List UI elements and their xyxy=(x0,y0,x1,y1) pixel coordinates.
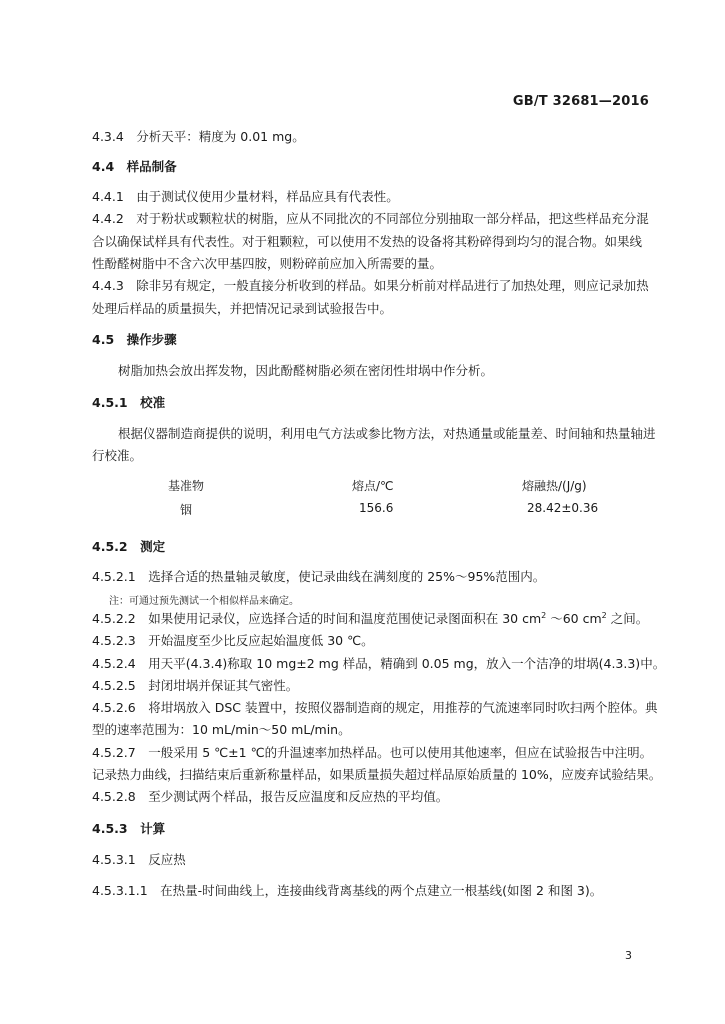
section-4-5-intro: 树脂加热会放出挥发物，因此酚醛树脂必须在密闭性坩埚中作分析。 xyxy=(118,363,494,378)
clause-4-4-2-line3: 性酚醛树脂中不含六次甲基四胺，则粉碎前应加入所需要的量。 xyxy=(92,256,443,271)
clause-4-4-2-line1: 4.4.2 对于粉状或颗粒状的树脂，应从不同批次的不同部位分别抽取一部分样品，把这些样品充分混 xyxy=(92,211,649,226)
clause-4-5-2-6-line1: 4.5.2.6 将坩埚放入 DSC 装置中，按照仪器制造商的规定，用推荐的气流速率同时吹扫两个腔体。典 xyxy=(92,700,658,715)
clause-4-4-2-line2: 合以确保试样具有代表性。对于粗颗粒，可以使用不发热的设备将其粉碎得到均匀的混合物。如果线 xyxy=(92,234,643,249)
superscript-2-b: 2 xyxy=(601,610,607,620)
clause-4-5-2-2-text-a: 4.5.2.2 如果使用记录仪，应选择合适的时间和温度范围使记录图面积在 30 cm xyxy=(92,611,542,626)
standard-code-header: GB/T 32681—2016 xyxy=(512,94,649,109)
clause-4-5-2-3: 4.5.2.3 开始温度至少比反应起始温度低 30 ℃。 xyxy=(92,633,374,648)
clause-4-5-2-7-line2: 记录热力曲线，扫描结束后重新称量样品，如果质量损失超过样品原始质量的 10%，应废弃试验结果。 xyxy=(92,767,662,782)
table-header-heat-of-fusion: 熔融热/(J/g) xyxy=(522,479,587,493)
clause-4-5-2-7-line1: 4.5.2.7 一般采用 5 ℃±1 ℃的升温速率加热样品。也可以使用其他速率，但应在试验报告中注明。 xyxy=(92,745,653,760)
section-4-5-heading: 4.5 操作步骤 xyxy=(92,332,177,347)
clause-4-5-2-6-line2: 型的速率范围为：10 mL/min～50 mL/min。 xyxy=(92,722,351,737)
clause-4-5-3-1-heading: 4.5.3.1 反应热 xyxy=(92,852,186,867)
clause-4-5-3-1-1: 4.5.3.1.1 在热量-时间曲线上，连接曲线背离基线的两个点建立一根基线(如图 2 和图 3)。 xyxy=(92,883,603,898)
clause-4-5-2-5: 4.5.2.5 封闭坩埚并保证其气密性。 xyxy=(92,678,299,693)
section-4-4-heading: 4.4 样品制备 xyxy=(92,159,177,174)
clause-4-5-2-1: 4.5.2.1 选择合适的热量轴灵敏度，使记录曲线在满刻度的 25%～95%范围内。 xyxy=(92,569,546,584)
section-4-5-1-heading: 4.5.1 校准 xyxy=(92,395,166,410)
table-header-substance: 基准物 xyxy=(168,479,205,493)
clause-4-4-1: 4.4.1 由于测试仪使用少量材料，样品应具有代表性。 xyxy=(92,189,399,204)
clause-4-5-2-4: 4.5.2.4 用天平(4.3.4)称取 10 mg±2 mg 样品，精确到 0.05 mg，放入一个洁净的坩埚(4.3.3)中。 xyxy=(92,656,666,671)
clause-4-5-2-2 xyxy=(92,612,648,626)
calibration-text-line2: 行校准。 xyxy=(92,448,143,463)
clause-4-3-4: 4.3.4 分析天平：精度为 0.01 mg。 xyxy=(92,129,305,144)
table-cell-substance: 铟 xyxy=(180,503,193,517)
section-4-5-3-heading: 4.5.3 计算 xyxy=(92,821,166,836)
table-cell-melting-point: 156.6 xyxy=(359,501,394,515)
section-4-5-2-heading: 4.5.2 测定 xyxy=(92,539,166,554)
page-number: 3 xyxy=(625,949,632,962)
clause-4-5-2-2-text-c: 之间。 xyxy=(606,611,649,626)
note: 注：可通过预先测试一个相似样品来确定。 xyxy=(109,596,299,607)
clause-4-4-3-line2: 处理后样品的质量损失，并把情况记录到试验报告中。 xyxy=(92,301,393,316)
clause-4-4-3-line1: 4.4.3 除非另有规定，一般直接分析收到的样品。如果分析前对样品进行了加热处理，则应记录加热 xyxy=(92,278,649,293)
superscript-2-a: 2 xyxy=(541,610,547,620)
clause-4-5-2-8: 4.5.2.8 至少测试两个样品，报告反应温度和反应热的平均值。 xyxy=(92,789,449,804)
table-header-melting-point: 熔点/℃ xyxy=(352,479,394,493)
calibration-text-line1: 根据仪器制造商提供的说明，利用电气方法或参比物方法，对热通量或能量差、时间轴和热量轴进 xyxy=(118,426,656,441)
table-cell-heat-of-fusion: 28.42±0.36 xyxy=(527,501,599,515)
clause-4-5-2-2-text-b: ～60 cm xyxy=(546,611,602,626)
